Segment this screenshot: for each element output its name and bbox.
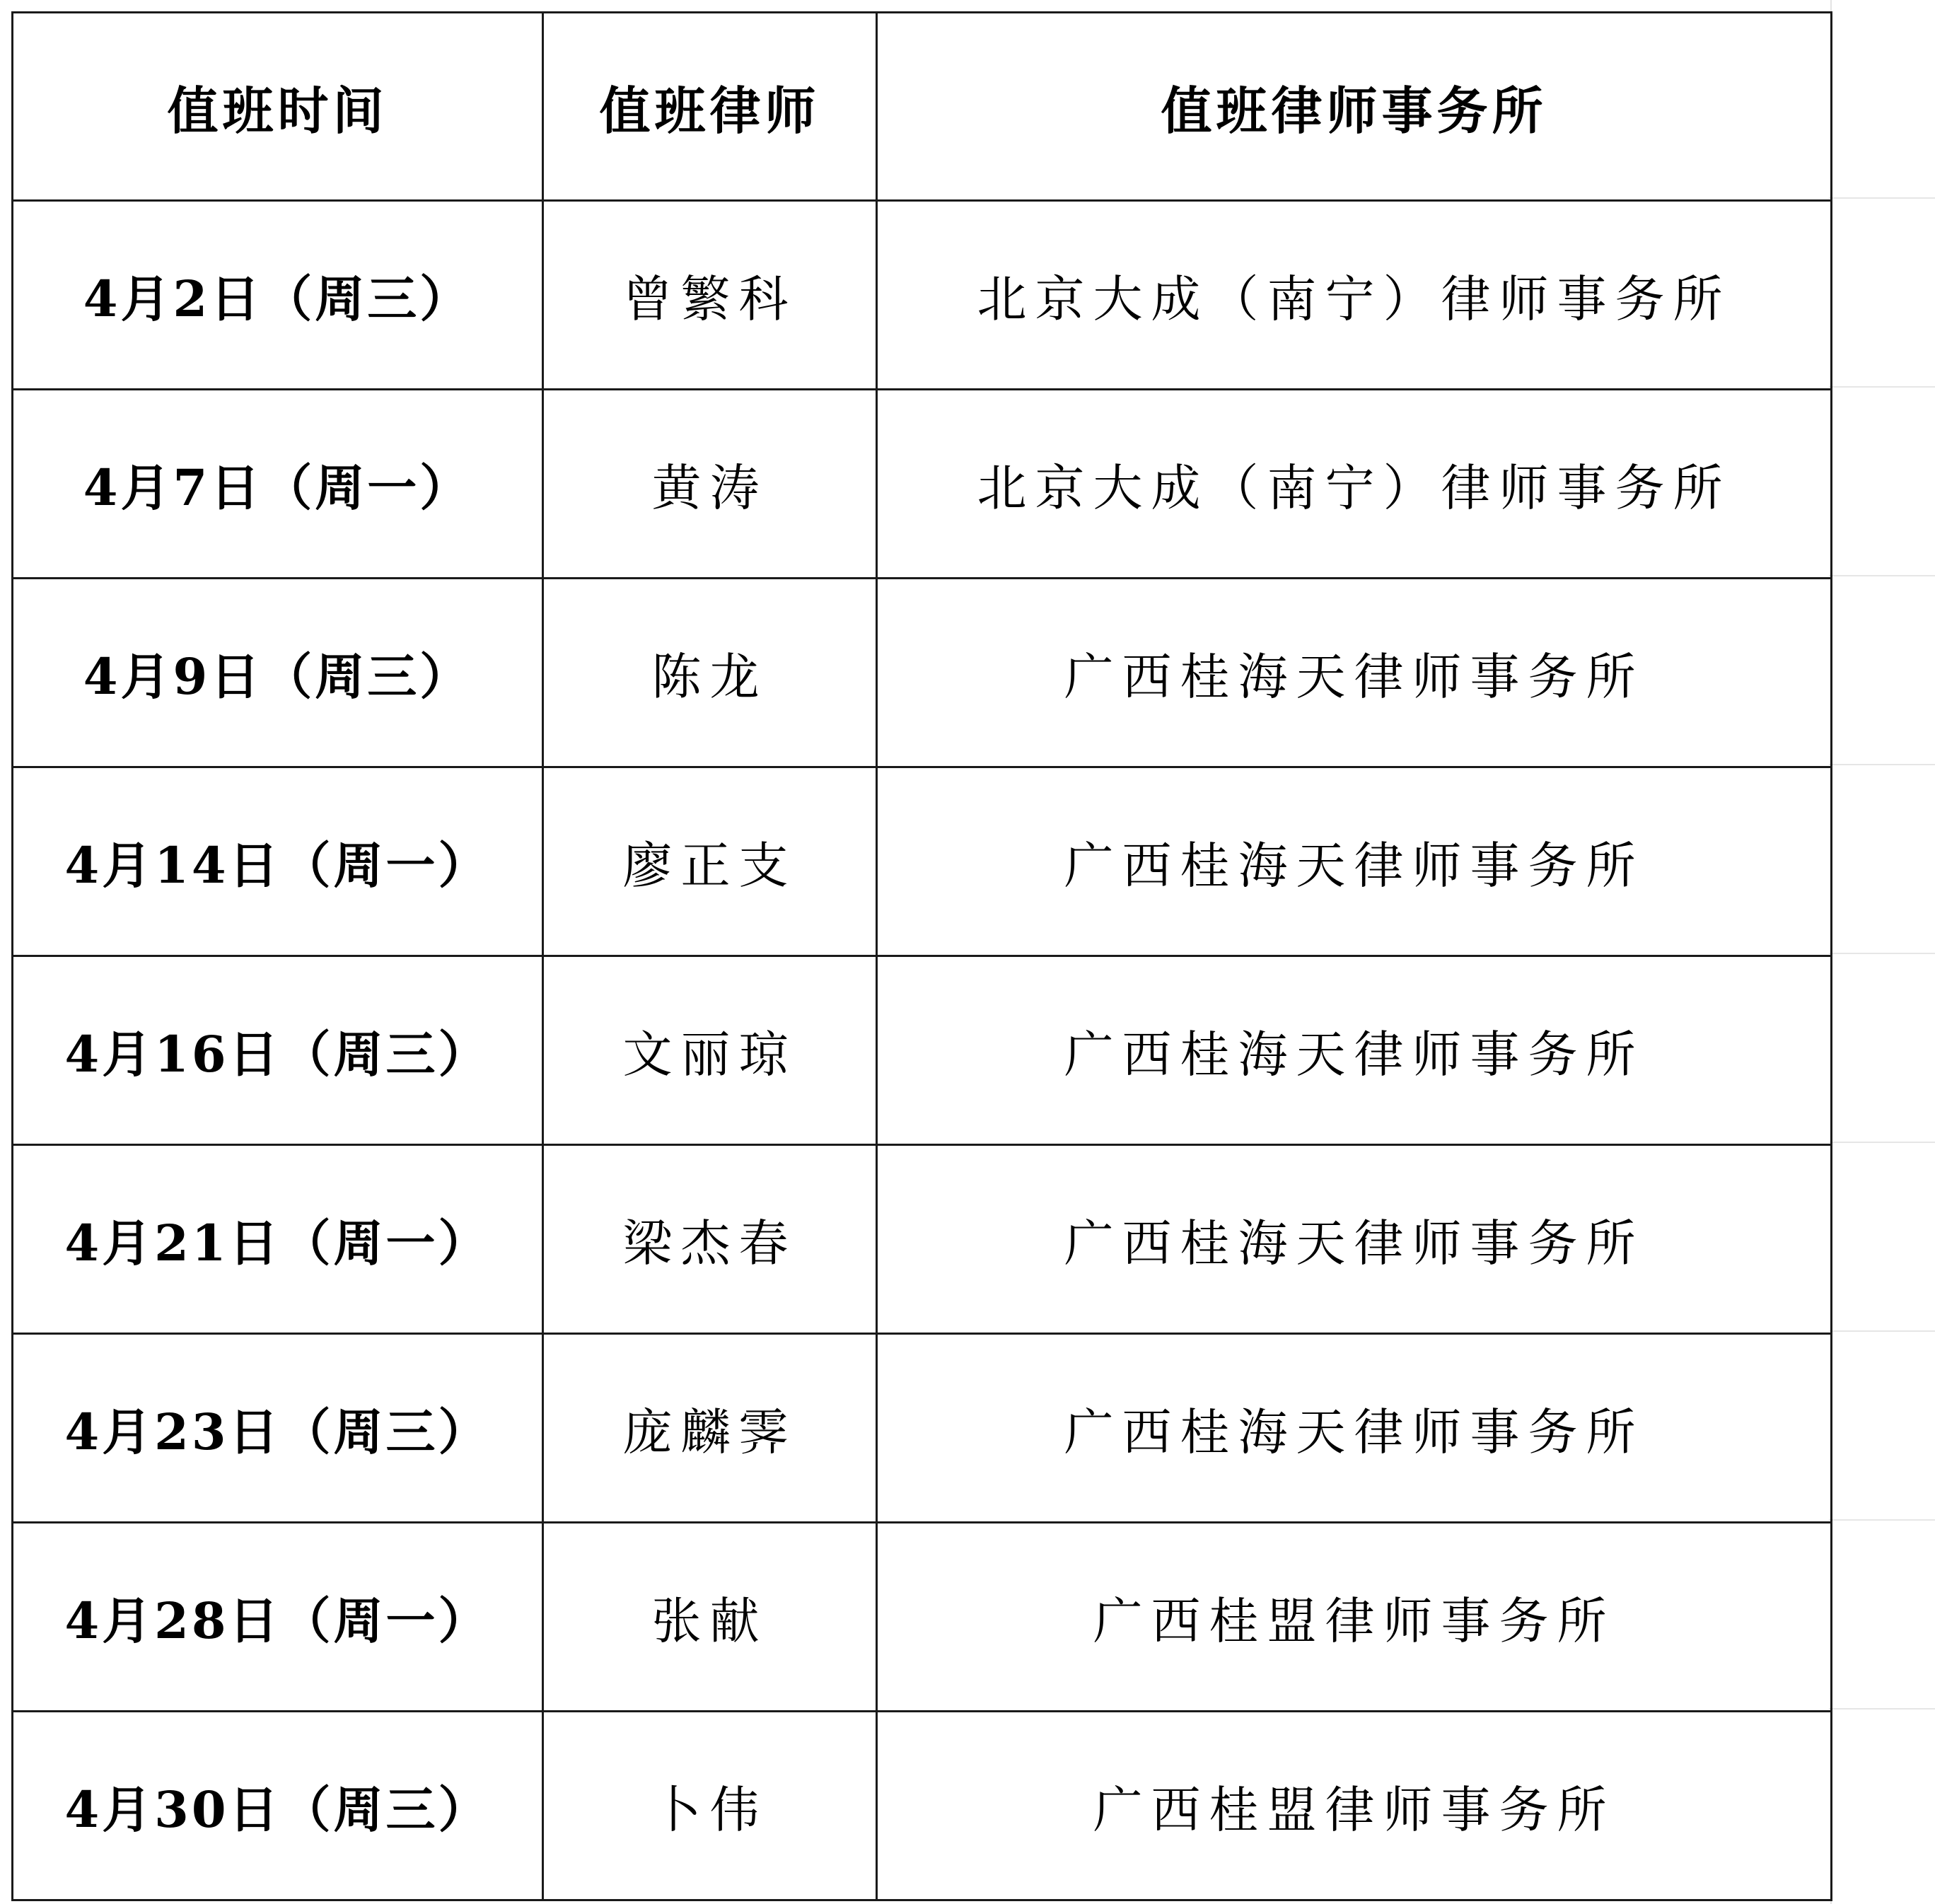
duty-date-cell: 4月30日（周三） — [13, 1712, 543, 1900]
law-firm-cell: 广西桂海天律师事务所 — [877, 1334, 1832, 1523]
margin-gridline — [1829, 1519, 1935, 1521]
lawyer-name-cell: 黄涛 — [543, 390, 877, 579]
margin-gridline — [1829, 1142, 1935, 1143]
duty-schedule-table — [11, 11, 1832, 1901]
lawyer-name-cell: 廖正支 — [543, 767, 877, 956]
margin-gridline — [1829, 764, 1935, 765]
margin-gridline — [1829, 1330, 1935, 1332]
duty-date-cell: 4月7日（周一） — [13, 390, 543, 579]
duty-date-cell: 4月9日（周三） — [13, 579, 543, 767]
lawyer-name-cell: 卜伟 — [543, 1712, 877, 1900]
law-firm-cell: 广西桂海天律师事务所 — [877, 1145, 1832, 1334]
lawyer-name-cell: 曾繁科 — [543, 201, 877, 390]
header-duty-time: 值班时间 — [13, 13, 543, 201]
duty-date-cell: 4月28日（周一） — [13, 1523, 543, 1712]
table-row — [13, 767, 1832, 956]
duty-date-cell: 4月23日（周三） — [13, 1334, 543, 1523]
table-header-row — [13, 13, 1832, 201]
table-row — [13, 579, 1832, 767]
duty-date-cell: 4月14日（周一） — [13, 767, 543, 956]
table-row — [13, 201, 1832, 390]
law-firm-cell: 北京大成（南宁）律师事务所 — [877, 390, 1832, 579]
margin-gridline — [1829, 386, 1935, 388]
table-row — [13, 390, 1832, 579]
law-firm-cell: 广西桂海天律师事务所 — [877, 956, 1832, 1145]
law-firm-cell: 广西桂盟律师事务所 — [877, 1523, 1832, 1712]
duty-date-cell: 4月2日（周三） — [13, 201, 543, 390]
law-firm-cell: 广西桂海天律师事务所 — [877, 579, 1832, 767]
table-row — [13, 1145, 1832, 1334]
table-row — [13, 1523, 1832, 1712]
lawyer-name-cell: 文丽琼 — [543, 956, 877, 1145]
lawyer-name-cell: 陈龙 — [543, 579, 877, 767]
duty-date-cell: 4月16日（周三） — [13, 956, 543, 1145]
margin-gridline — [1829, 197, 1935, 199]
law-firm-cell: 广西桂海天律师事务所 — [877, 767, 1832, 956]
table-row — [13, 956, 1832, 1145]
header-law-firm: 值班律师事务所 — [877, 13, 1832, 201]
margin-gridline — [1829, 953, 1935, 954]
table-row — [13, 1712, 1832, 1900]
margin-gridline — [1829, 1708, 1935, 1709]
table-row — [13, 1334, 1832, 1523]
lawyer-name-cell: 梁杰春 — [543, 1145, 877, 1334]
law-firm-cell: 广西桂盟律师事务所 — [877, 1712, 1832, 1900]
margin-gridline — [1829, 575, 1935, 576]
header-duty-lawyer: 值班律师 — [543, 13, 877, 201]
law-firm-cell: 北京大成（南宁）律师事务所 — [877, 201, 1832, 390]
duty-date-cell: 4月21日（周一） — [13, 1145, 543, 1334]
lawyer-name-cell: 张献 — [543, 1523, 877, 1712]
lawyer-name-cell: 庞麟霁 — [543, 1334, 877, 1523]
